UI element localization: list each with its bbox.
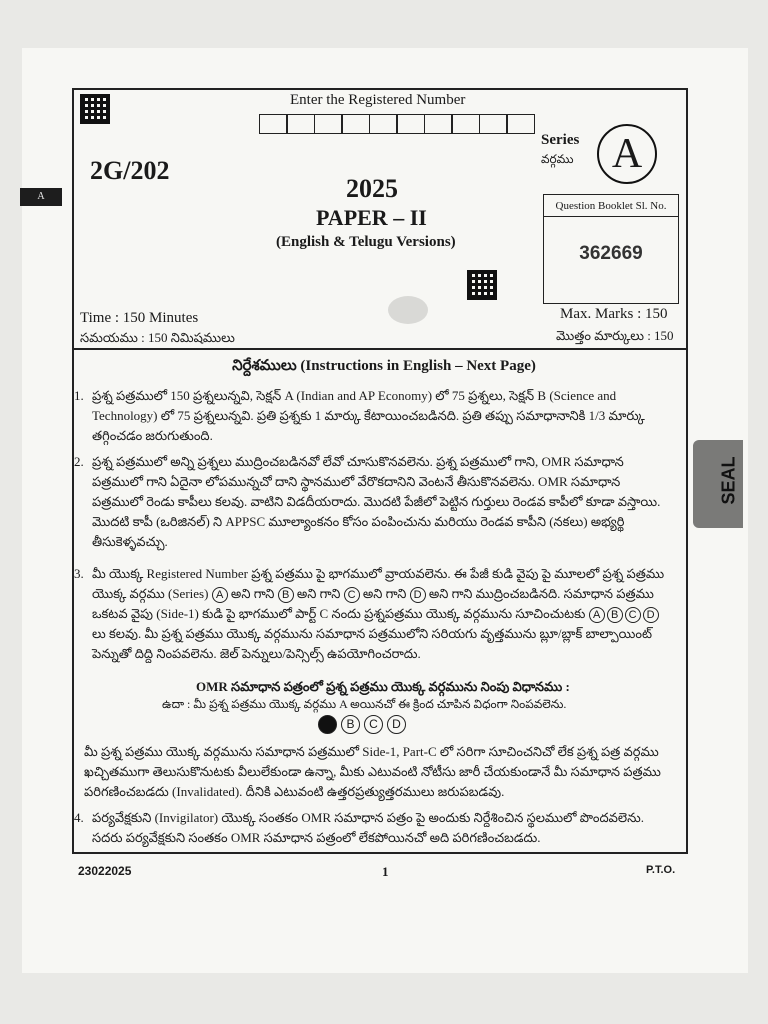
- item-text: అని గాని: [296, 586, 341, 601]
- item-text: ప్రశ్న పత్రములో 150 ప్రశ్నలున్నవి, సెక్షన్ A (Indian and AP Economy) లో 75 ప్రశ్నలు, సెక్షన్ B (Science and Technology) లో 75 ప్రశ్నలున్నవి. ప్రతి ప్రశ్నకు 1 మార్కు కేటాయించబడినది. ప్రతి తప్పు సమాధానానికి 1/3 మార్కు తగ్గించడం జరుగుతుంది.: [92, 388, 645, 443]
- seal-tab: [693, 440, 743, 528]
- digit-box[interactable]: [286, 114, 315, 134]
- series-badge: A: [597, 124, 657, 184]
- time-label: Time : 150 Minutes: [80, 310, 199, 326]
- paper-versions: (English & Telugu Versions): [276, 234, 456, 250]
- digit-box[interactable]: [314, 114, 343, 134]
- digit-box[interactable]: [506, 114, 535, 134]
- registered-number-label: Enter the Registered Number: [290, 92, 466, 108]
- bubble-a: A: [589, 607, 605, 623]
- registered-number-field[interactable]: [260, 114, 535, 134]
- instructions-heading: నిర్దేశములు (Instructions in English – Next Page): [232, 358, 536, 374]
- bubble-b: B: [278, 587, 294, 603]
- max-marks-label-telugu: మొత్తం మార్కులు : 150: [556, 328, 674, 343]
- item-text: మీ ప్రశ్న పత్రము యొక్క వర్గమును సమాధాన పత్రములో Side-1, Part-C లో సరిగా సూచించనిచో లేక ప్రశ్న పత్ర వర్గము ఖచ్చితముగా తెలుసుకొనుటకు వీలులేకుండా ఉన్నా, మీకు ఎటువంటి నోటీసు జారీ చేయకుండానే మీ సమాధాన పత్రము పరిగణించబడదు (Invalidated). దీనికి ఎటువంటి ఉత్తరప్రత్యుత్తరములు జరుపబడవు.: [84, 744, 661, 799]
- booklet-number-box: [543, 194, 679, 304]
- instruction-item: [74, 808, 674, 848]
- example-heading: OMR సమాధాన పత్రంలో ప్రశ్న పత్రము యొక్క వర్గమును నింపు విధానము :: [196, 679, 570, 694]
- digit-box[interactable]: [424, 114, 453, 134]
- example-line: ఉదా : మీ ప్రశ్న పత్రము యొక్క వర్గము A అయినచో ఈ క్రింద చూపిన విధంగా నింపవలెను.: [162, 697, 567, 711]
- bubble-b: B: [607, 607, 623, 623]
- digit-box[interactable]: [259, 114, 288, 134]
- item-number: 2.: [74, 454, 84, 469]
- instruction-item: [74, 564, 674, 664]
- item-text: అని గాని: [362, 586, 407, 601]
- bubble-filled: [318, 715, 337, 734]
- qr-code-icon: [80, 94, 110, 124]
- bubble-c: C: [625, 607, 641, 623]
- item-text: ప్రశ్న పత్రములో అన్ని ప్రశ్నలు ముద్రించబడినవో లేవో చూసుకొనవలెను. ప్రశ్న పత్రములో గాని, OMR సమాధాన పత్రములో గాని ఏదైనా లోపమున్నచో దాని స్థానములో వేరొకదానిని వెంటనే తీసుకొనవలెను. OMR సమాధాన పత్రములో రెండు కాపీలు కలవు. వాటిని విడదీయరాదు. మొదటి పేజీలో పెట్టిన గుర్తులు రెండవ కాపీలో కూడా వస్తాయి. మొదటి కాపీ (ఒరిజినల్) ని APPSC మూల్యాంకనం కోసం పంపించును మరియు రెండవ కాపీని (నకలు) అభ్యర్థి తీసుకెళ్ళవచ్చు.: [92, 454, 661, 549]
- digit-box[interactable]: [479, 114, 508, 134]
- series-bubbles: [589, 607, 659, 623]
- item-text: మీ యొక్క Registered Number ప్రశ్న పత్రము పై భాగములో వ్రాయవలెను. ఈ పేజీ కుడి వైపు పై మూలలో ప్రశ్న పత్రము యొక్క వర్గము (Series): [92, 566, 665, 601]
- series-label-telugu: వర్గము: [541, 152, 574, 166]
- instruction-item: [74, 452, 674, 552]
- booklet-number-label: Question Booklet Sl. No.: [544, 195, 678, 217]
- instruction-item: [74, 386, 674, 446]
- paper-code: 2G/202: [90, 156, 170, 185]
- instruction-note: [84, 742, 674, 802]
- seal-label: SEAL: [718, 456, 739, 505]
- item-number: 1.: [74, 388, 84, 403]
- side-tab: A: [20, 188, 62, 206]
- header-divider: [72, 348, 688, 350]
- qr-code-icon: [467, 270, 497, 300]
- exam-year: 2025: [346, 174, 398, 203]
- series-label: Series: [541, 132, 580, 148]
- bubble-c: C: [344, 587, 360, 603]
- item-text: లు కలవు. మీ ప్రశ్న పత్రము యొక్క వర్గమును సమాధాన పత్రములోని సరియగు వృత్తమును బ్లూ/బ్లాక్ బాల్పాయింట్ పెన్నుతో దిద్ది నింపవలెను. జెల్ పెన్నులు/పెన్సిల్స్ ఉపయోగించరాదు.: [92, 626, 653, 661]
- digit-box[interactable]: [369, 114, 398, 134]
- bubble-c: C: [364, 715, 383, 734]
- bubble-d: D: [643, 607, 659, 623]
- item-number: 4.: [74, 810, 84, 825]
- max-marks-label: Max. Marks : 150: [560, 306, 668, 322]
- bubble-d: D: [387, 715, 406, 734]
- booklet-number: 362669: [579, 243, 643, 264]
- footer-code: 23022025: [78, 864, 132, 878]
- item-text: అని గాని: [230, 586, 275, 601]
- example-bubbles: [318, 715, 406, 734]
- page-number: 1: [382, 864, 389, 879]
- watermark-logo: [388, 296, 428, 324]
- digit-box[interactable]: [451, 114, 480, 134]
- digit-box[interactable]: [341, 114, 370, 134]
- bubble-a: A: [212, 587, 228, 603]
- time-label-telugu: సమయము : 150 నిమిషములు: [80, 330, 235, 345]
- bubble-b: B: [341, 715, 360, 734]
- item-text: పర్యవేక్షకుని (Invigilator) యొక్క సంతకం OMR సమాధాన పత్రం పై అందుకు నిర్దేశించిన స్థలములో పొందవలెను. సదరు పర్యవేక్షకుని సంతకం OMR సమాధాన పత్రంలో లేకపోయినచో అది పరిగణించబడదు.: [92, 810, 645, 845]
- item-text: అని గాని ముద్రించబడినది. సమాధాన పత్రము ఒకటవ వైపు (Side-1) కుడి పై భాగములో పార్ట్ C నందు ప్రశ్నపత్రము యొక్క వర్గమును సూచించుటకు: [92, 586, 654, 621]
- digit-box[interactable]: [396, 114, 425, 134]
- pto-label: P.T.O.: [646, 864, 676, 876]
- item-number: 3.: [74, 566, 84, 581]
- paper-title: PAPER – II: [316, 205, 427, 230]
- bubble-d: D: [410, 587, 426, 603]
